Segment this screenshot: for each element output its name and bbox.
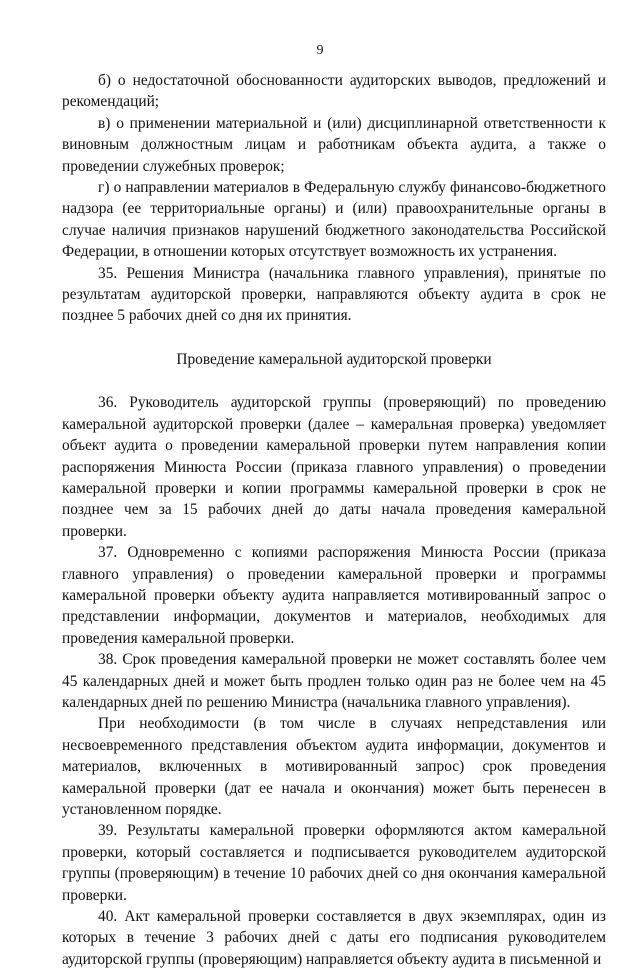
paragraph-37: 37. Одновременно с копиями распоряжения Минюста России (приказа главного управления) о проведении камеральной проверки и программы камеральной проверки объекту аудита направляется мотивированный запрос о представлении информации, документов и материалов, необходимых для проведения камеральной проверки.	[62, 544, 606, 647]
page-number: 9	[316, 43, 324, 58]
paragraph-b: б) о недостаточной обоснованности аудиторских выводов, предложений и рекомендаций;	[62, 72, 606, 111]
paragraph-g: г) о направлении материалов в Федеральную службу финансово-бюджетного надзора (ее территориальные органы) и (или) правоохранительные органы в случае наличия признаков нарушений бюджетного законодательства Российской Федерации, в отношении которых отсутствует возможность их устранения.	[62, 179, 606, 261]
paragraph-38: 38. Срок проведения камеральной проверки не может составлять более чем 45 календарных дней и может быть продлен только один раз не более чем на 45 календарных дней по решению Министра (начальника главного управления).	[62, 651, 606, 711]
section-heading: Проведение камеральной аудиторской проверки	[176, 350, 492, 368]
paragraph-v: в) о применении материальной и (или) дисциплинарной ответственности к виновным должностным лицам и работникам объекта аудита, а также о проведении служебных проверок;	[62, 114, 606, 175]
paragraph-39: 39. Результаты камеральной проверки оформляются актом камеральной проверки, который составляется и подписывается руководителем аудиторской группы (проверяющим) в течение 10 рабочих дней со дня окончания камеральной проверки.	[62, 822, 606, 904]
paragraph-38-continued: При необходимости (в том числе в случаях непредставления или несвоевременного представления объектом аудита информации, документов и материалов, включенных в мотивированный запрос) срок проведения камеральной проверки (дат ее начала и окончания) может быть перенесен в установленном порядке.	[62, 715, 606, 818]
paragraph-40: 40. Акт камеральной проверки составляется в двух экземплярах, один из которых в течение 3 рабочих дней с даты его подписания руководителем аудиторской группы (проверяющим) направляется объекту аудита в письменной и	[62, 908, 606, 968]
document-body	[62, 70, 606, 970]
paragraph-36: 36. Руководитель аудиторской группы (проверяющий) по проведению камеральной аудиторской проверки (далее – камеральная проверка) уведомляет объект аудита о проведении камеральной проверки путем направления копии распоряжения Минюста России (приказа главного управления) о проведении камеральной проверки и копии программы камеральной проверки в срок не позднее чем за 15 рабочих дней до даты начала проведения камеральной проверки.	[62, 394, 606, 540]
paragraph-35: 35. Решения Министра (начальника главного управления), принятые по результатам аудиторской проверки, направляются объекту аудита в срок не позднее 5 рабочих дней со дня их принятия.	[62, 264, 606, 325]
